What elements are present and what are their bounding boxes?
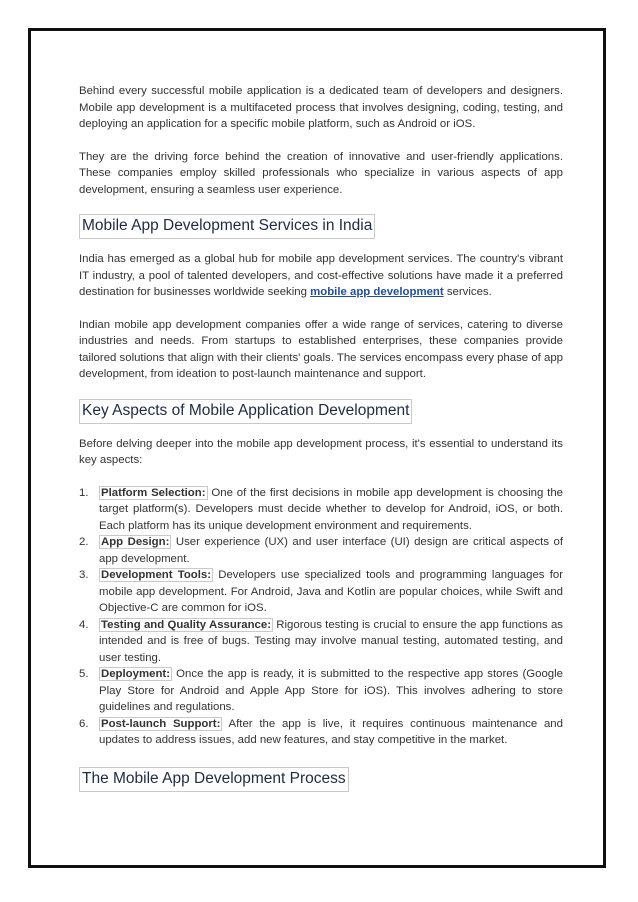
document-content: [79, 83, 563, 804]
list-term: App Design:: [101, 536, 170, 548]
services-india-paragraph-1: [79, 251, 563, 301]
list-number: 2.: [79, 536, 89, 548]
list-number: 4.: [79, 618, 89, 631]
list-text: Developers use specialized tools and programming languages for mobile app development. For Android, Java and Kotlin are popular choices, while Swift and Objective-C are common for iOS.: [99, 569, 563, 614]
list-text: After the app is live, it requires continuous maintenance and updates to address issues, add new features, and stay competitive in the market.: [99, 717, 563, 746]
section-heading-services-india: Mobile App Development Services in India: [79, 214, 375, 239]
list-item: [79, 666, 563, 716]
list-text: Once the app is ready, it is submitted to the respective app stores (Google Play Store for Android and Apple App Store for iOS). This involves adhering to store guidelines and regulations.: [99, 668, 563, 713]
list-item: [79, 716, 563, 749]
services-india-paragraph-2: Indian mobile app development companies offer a wide range of services, catering to diverse industries and needs. From startups to established enterprises, these companies provide tailored solutions that align with their clients' goals. The services encompass every phase of app development, from ideation to post-launch maintenance and support.: [79, 318, 563, 380]
list-item: [79, 617, 563, 667]
list-term: Development Tools:: [101, 569, 212, 581]
list-number: 3.: [79, 569, 89, 581]
list-number: 6.: [79, 717, 89, 730]
list-term: Deployment:: [101, 668, 170, 680]
list-text: Rigorous testing is crucial to ensure the app functions as intended and is free of bugs. Testing may involve manual testing, automated testing, and user testing.: [99, 618, 563, 664]
document-page: [28, 28, 606, 868]
list-text: One of the first decisions in mobile app development is choosing the target platform(s). Developers must decide whether to develop for Android, iOS, or both. Each platform has its unique development environment and requirements.: [99, 486, 563, 532]
list-term: Platform Selection:: [101, 486, 206, 499]
list-text: User experience (UX) and user interface (UI) design are critical aspects of app development.: [99, 536, 563, 565]
key-aspects-list: [79, 485, 563, 749]
list-term: Post-launch Support:: [101, 717, 221, 730]
services-text-after-link: services.: [443, 286, 492, 298]
list-item: [79, 534, 563, 567]
intro-paragraph-1: Behind every successful mobile application is a dedicated team of developers and designers. Mobile app development is a multifaceted process that involves designing, coding, testing, and deploying an application for a specific mobile platform, such as Android or iOS.: [79, 85, 563, 130]
services-text-before-link: India has emerged as a global hub for mobile app development services. The country's vibrant IT industry, a pool of talented developers, and cost-effective solutions have made it a preferred destination for businesses worldwide seeking: [79, 253, 563, 298]
section-heading-key-aspects: Key Aspects of Mobile Application Development: [79, 399, 412, 424]
list-number: 1.: [79, 486, 89, 499]
section-heading-development-process: The Mobile App Development Process: [79, 767, 349, 792]
list-number: 5.: [79, 668, 89, 680]
key-aspects-intro: Before delving deeper into the mobile app development process, it's essential to understand its key aspects:: [79, 437, 563, 466]
list-item: [79, 485, 563, 535]
list-item: [79, 567, 563, 617]
intro-paragraph-2: They are the driving force behind the creation of innovative and user-friendly applications. These companies employ skilled professionals who specialize in various aspects of app development, ensuring a seamless user experience.: [79, 150, 563, 196]
list-term: Testing and Quality Assurance:: [101, 618, 272, 631]
mobile-app-development-link[interactable]: mobile app development: [310, 286, 444, 298]
